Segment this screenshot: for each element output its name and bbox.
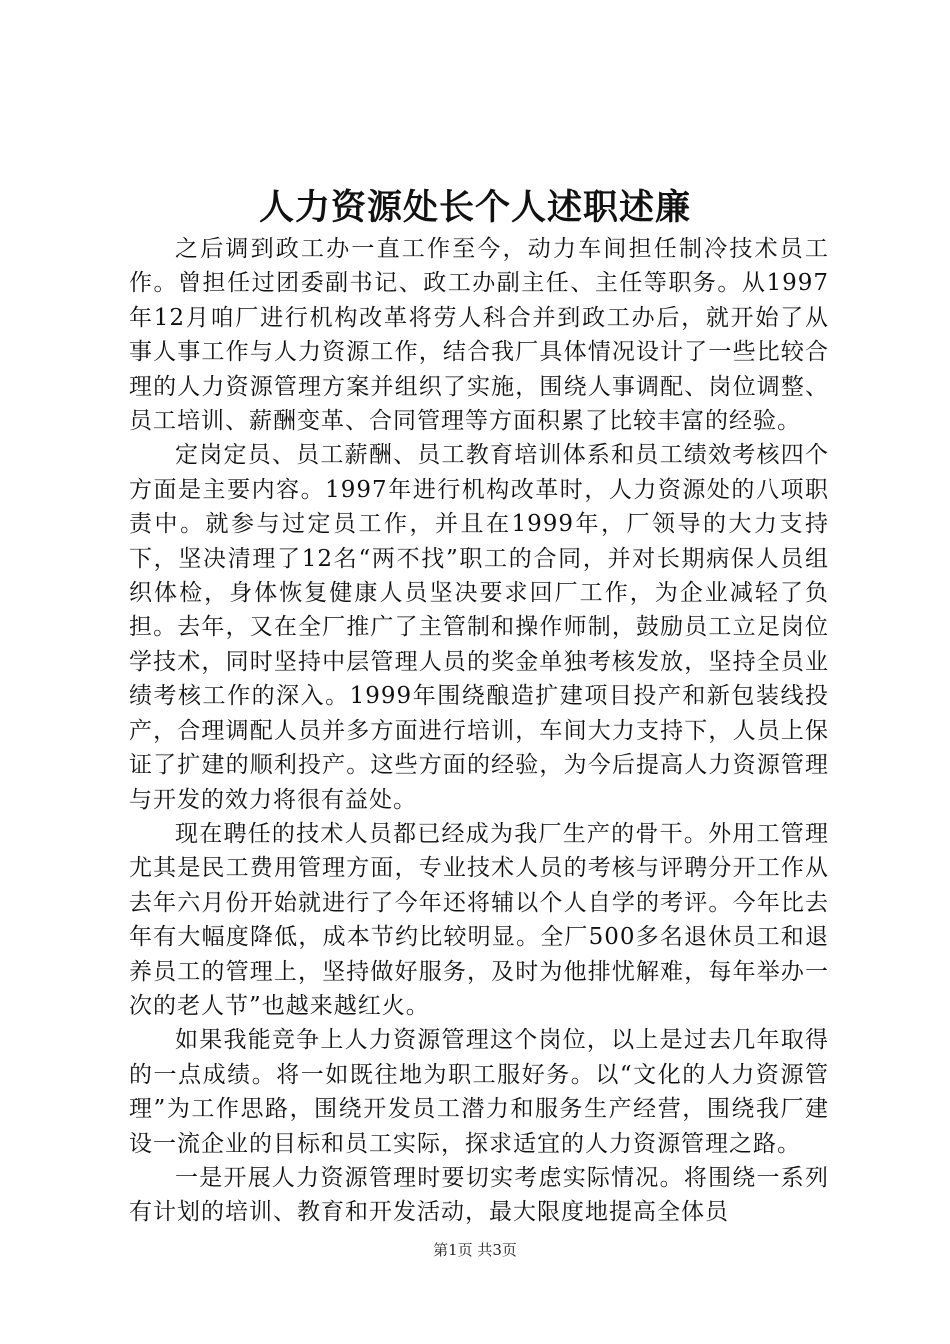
document-body bbox=[129, 232, 829, 1230]
paragraph-1: 之后调到政工办一直工作至今，动力车间担任制冷技术员工作。曾担任过团委副书记、政工办副主任、主任等职务。从1997年12月咱厂进行机构改革将劳人科合并到政工办后，就开始了从事人事工作与人力资源工作，结合我厂具体情况设计了一些比较合理的人力资源管理方案并组织了实施，围绕人事调配、岗位调整、员工培训、薪酬变革、合同管理等方面积累了比较丰富的经验。 bbox=[129, 236, 829, 435]
paragraph-5: 一是开展人力资源管理时要切实考虑实际情况。将围绕一系列有计划的培训、教育和开发活动，最大限度地提高全体员 bbox=[129, 1164, 829, 1226]
paragraph-2: 定岗定员、员工薪酬、员工教育培训体系和员工绩效考核四个方面是主要内容。1997年进行机构改革时，人力资源处的八项职责中。就参与过定员工作，并且在1999年，厂领导的大力支持下，坚决清理了12名“两不找”职工的合同，并对长期病保人员组织体检，身体恢复健康人员坚决要求回厂工作，为企业减轻了负担。去年，又在全厂推广了主管制和操作师制，鼓励员工立足岗位学技术，同时坚持中层管理人员的奖金单独考核发放，坚持全员业绩考核工作的深入。1999年围绕酿造扩建项目投产和新包装线投产，合理调配人员并多方面进行培训，车间大力支持下，人员上保证了扩建的顺利投产。这些方面的经验，为今后提高人力资源管理与开发的效力将很有益处。 bbox=[129, 442, 829, 813]
paragraph-3: 现在聘任的技术人员都已经成为我厂生产的骨干。外用工管理尤其是民工费用管理方面，专业技术人员的考核与评聘分开工作从去年六月份开始就进行了今年还将辅以个人自学的考评。今年比去年有大幅度降低，成本节约比较明显。全厂500多名退休员工和退养员工的管理上，坚持做好服务，及时为他排忧解难，每年举办一次的老人节”也越来越红火。 bbox=[129, 820, 829, 1019]
page-number-footer: 第1页 共3页 bbox=[433, 1241, 517, 1259]
paragraph-4: 如果我能竞争上人力资源管理这个岗位，以上是过去几年取得的一点成绩。将一如既往地为职工服好务。以“文化的人力资源管理”为工作思路，围绕开发员工潜力和服务生产经营，围绕我厂建设一流企业的目标和员工实际，探求适宜的人力资源管理之路。 bbox=[129, 1027, 829, 1157]
document-title: 人力资源处长个人述职述廉 bbox=[258, 187, 691, 228]
